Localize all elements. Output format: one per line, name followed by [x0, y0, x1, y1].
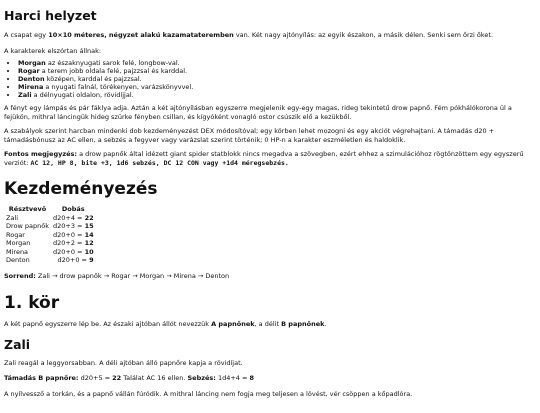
roll-total: 9 — [89, 256, 94, 264]
attack-line — [4, 374, 536, 383]
intro-room-size: 10×10 méteres, négyzet alakú kazamatateremben — [48, 31, 234, 39]
col-roll: Dobás — [61, 205, 85, 213]
note-paragraph — [4, 150, 536, 167]
roll-total: 15 — [84, 222, 94, 230]
character-desc: az északnyugati sarok felé, longbow-val. — [45, 59, 180, 67]
damage-roll: 1d4+4 = — [215, 374, 250, 382]
priestess-a: A papnőnek — [211, 320, 255, 328]
heading-combat-situation: Harci helyzet — [4, 8, 97, 23]
table-row — [4, 256, 96, 265]
list-item — [18, 75, 536, 83]
list-item — [18, 59, 536, 67]
note-statblock: AC 12, HP 8, bite +3, 1d6 sebzés, DC 12 CON vagy +1d4 méregsebzés. — [30, 158, 289, 167]
positions-list — [4, 59, 536, 99]
roll-expr: d20+3 = — [53, 222, 85, 230]
col-participant: Résztvevő — [8, 205, 47, 213]
roll-expr: d20+2 = — [53, 239, 85, 247]
cut-off-line: A nyílvessző a torkán, és a papnő vállán fúródik. A mithral láncing nem fogja meg teljesen a lövést, vér csöppen a kőpadlóra. — [4, 389, 413, 398]
character-name: Denton — [18, 75, 45, 83]
participant-name: Drow papnők — [6, 222, 49, 230]
character-name: Rogar — [18, 67, 40, 75]
round-intro-post: . — [324, 320, 327, 328]
attack-label: Támadás B papnőre: — [4, 374, 79, 382]
character-name: Zali — [18, 91, 32, 99]
participant-roll — [51, 231, 96, 240]
heading-zali: Zali — [4, 336, 31, 352]
attack-total: 22 — [112, 374, 122, 382]
rules-paragraph: A szabályok szerint harcban mindenki dob kezdeményezést DEX módosítóval; egy körben lehet mozogni és egy akciót végrehajtani. A támadás d20 + támadásbónusz az AC ellen, a sebzés a fegyver vagy varázslat szerint történik; 0 HP-n a karakter eszméletlen és haldoklik. — [4, 127, 495, 144]
attack-hit: Találat AC 16 ellen. — [121, 374, 188, 382]
document — [0, 8, 540, 398]
participant-name: Denton — [6, 256, 30, 264]
roll-total: 14 — [84, 230, 94, 239]
light-paragraph: A fényt egy lámpás és pár fáklya adja. Aztán a két ajtónyílásban egyszerre megjelenik egy-egy magas, rideg tekintetű drow papnő. Fém pókhálókorona ül a fejükön, mithral láncingük hideg szürke fényben csillan, és kígyóként vonagló ostor csúszik elő a kezükből. — [4, 104, 512, 121]
round-intro — [4, 320, 536, 329]
positions-lead: A karakterek elszórtan állnak: — [4, 46, 102, 55]
list-item — [18, 91, 536, 99]
participant-name: Mirena — [6, 247, 29, 256]
participant-roll — [51, 222, 96, 231]
initiative-table — [4, 205, 96, 265]
heading-initiative: Kezdeményezés — [4, 179, 158, 199]
roll-expr: d20+0 = — [53, 230, 85, 239]
roll-total: 12 — [84, 239, 94, 247]
damage-total: 8 — [249, 374, 255, 382]
roll-expr: d20+0 = — [57, 256, 90, 264]
note-label: Fontos megjegyzés: — [4, 150, 77, 158]
character-desc: a terem jobb oldala felé, pajzzsal és karddal. — [39, 67, 188, 75]
table-row — [4, 231, 96, 240]
character-desc: a délnyugati oldalon, rövidíjjal. — [31, 91, 134, 99]
damage-label: Sebzés: — [187, 374, 216, 382]
round-intro-mid: , a délit — [254, 320, 282, 328]
table-row — [4, 239, 96, 248]
table-header-row — [4, 205, 96, 214]
character-name: Morgan — [18, 59, 46, 67]
participant-name: Zali — [6, 213, 19, 222]
order-text: Zali → drow papnők → Rogar → Morgan → Mirena → Denton — [35, 271, 230, 280]
participant-roll — [51, 248, 96, 257]
character-name: Mirena — [18, 83, 44, 91]
note-text: a drow papnők által idézett giant spider statblokk nincs megadva a szövegben, ezért ehhez a szimulációhoz rögtönzöttem egy egyszerű verziót: — [4, 150, 524, 167]
attack-roll: d20+5 = — [78, 374, 113, 382]
character-desc: a nyugati falnál, törékenyen, varázskönyvvel. — [43, 83, 194, 91]
roll-expr: d20+0 = — [53, 247, 85, 256]
table-row — [4, 222, 96, 231]
list-item — [18, 67, 536, 75]
roll-expr: d20+4 = — [53, 213, 85, 222]
character-desc: középen, karddal és pajzzsal. — [44, 75, 142, 83]
participant-name: Rogar — [6, 230, 25, 239]
intro-post: van. Két nagy ajtónyílás: az egyik északon, a másik délen. Senki sem őrzi őket. — [233, 31, 494, 39]
turn-order — [4, 272, 536, 281]
priestess-b: B papnőnek — [281, 320, 325, 328]
intro-pre: A csapat egy — [4, 31, 49, 39]
list-item — [18, 83, 536, 91]
participant-roll — [51, 256, 96, 265]
round-intro-pre: A két papnő egyszerre lép be. Az északi ajtóban állót nevezzük — [4, 320, 212, 328]
table-row — [4, 248, 96, 257]
zali-paragraph: Zali reagál a leggyorsabban. A déli ajtóban álló papnőre kapja a rövidíjat. — [4, 358, 243, 367]
participant-name: Morgan — [6, 239, 31, 247]
heading-round-1: 1. kör — [4, 293, 60, 313]
participant-roll — [51, 239, 96, 248]
order-label: Sorrend: — [4, 271, 36, 280]
intro-paragraph — [4, 31, 536, 40]
table-row — [4, 214, 96, 223]
participant-roll — [51, 214, 96, 223]
roll-total: 10 — [84, 247, 94, 256]
roll-total: 22 — [84, 213, 94, 222]
